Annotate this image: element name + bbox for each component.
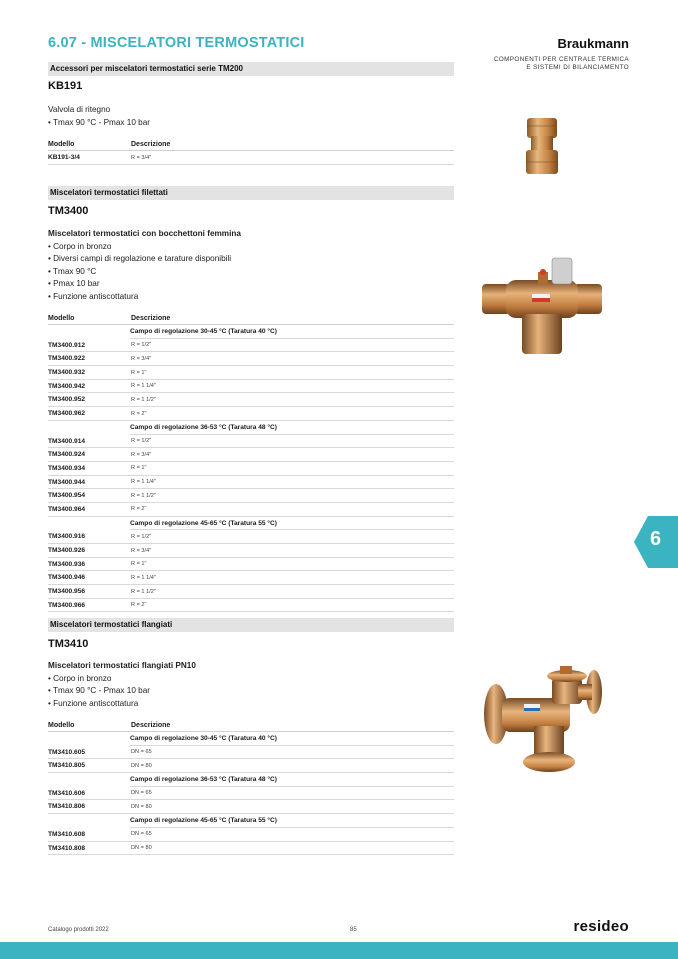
table-row — [48, 503, 454, 517]
model-description: R = 1" — [131, 465, 147, 472]
model-code: TM3400.952 — [48, 396, 86, 404]
bottom-accent-band — [0, 942, 678, 959]
table-row — [48, 476, 454, 490]
model-code: TM3410.605 — [48, 748, 86, 756]
description-bullet: • Diversi campi di regolazione e tarature disponibili — [48, 254, 232, 263]
model-code: TM3400.914 — [48, 437, 86, 445]
table-row — [48, 599, 454, 613]
table-row — [48, 393, 454, 407]
model-code: TM3410.805 — [48, 762, 86, 770]
table-row — [48, 448, 454, 462]
model-description: R = 1 1/2" — [131, 396, 156, 403]
table-row — [48, 800, 454, 814]
range-group-header — [130, 517, 454, 531]
model-description: DN = 65 — [131, 831, 152, 838]
description-bullet: • Tmax 90 °C - Pmax 10 bar — [48, 686, 150, 695]
model-description: DN = 65 — [131, 790, 152, 797]
range-label: Campo di regolazione 36-53 °C (Taratura 48 °C) — [130, 776, 277, 784]
table-row — [48, 407, 454, 421]
product-code-tm3400: TM3400 — [48, 205, 89, 217]
description-tm3410 — [48, 660, 196, 710]
model-code: TM3400.922 — [48, 355, 86, 363]
model-code: TM3410.808 — [48, 844, 86, 852]
description-bullet: • Corpo in bronzo — [48, 673, 112, 683]
model-description: R = 1 1/4" — [131, 383, 156, 390]
description-bullet: • Pmax 10 bar — [48, 279, 100, 288]
brand-subtitle — [494, 56, 629, 71]
column-header-description: Descrizione — [131, 722, 171, 729]
section-bar-kb191: Accessori per miscelatori termostatici serie TM200 — [48, 62, 454, 76]
table-row — [48, 571, 454, 585]
range-group-header — [130, 814, 454, 828]
chapter-tab-number: 6 — [650, 528, 662, 550]
model-description: DN = 80 — [131, 762, 152, 769]
description-line: Valvola di ritegno — [48, 105, 111, 114]
page-title: 6.07 - MISCELATORI TERMOSTATICI — [48, 35, 305, 51]
column-header-model: Modello — [48, 141, 75, 148]
model-description: DN = 65 — [131, 749, 152, 756]
table-kb191 — [48, 139, 454, 165]
range-label: Campo di regolazione 45-65 °C (Taratura 55 °C) — [130, 817, 277, 825]
column-header-model: Modello — [48, 722, 75, 729]
table-row — [48, 530, 454, 544]
brand-subtitle-line-2: E SISTEMI DI BILANCIAMENTO — [526, 63, 629, 71]
model-description: R = 1 1/2" — [131, 588, 156, 595]
model-code: TM3400.942 — [48, 382, 86, 390]
model-description: R = 1 1/4" — [131, 479, 156, 486]
model-code: TM3400.916 — [48, 533, 86, 541]
range-label: Campo di regolazione 45-65 °C (Taratura 55 °C) — [130, 519, 277, 527]
table-row — [48, 151, 454, 165]
section-bar-tm3410: Miscelatori termostatici flangiati — [48, 618, 454, 632]
table-row — [48, 435, 454, 449]
description-title: Miscelatori termostatici flangiati PN10 — [48, 661, 196, 670]
description-bullet: • Funzione antiscottatura — [48, 698, 139, 708]
brand-name: Braukmann — [557, 36, 629, 51]
model-description: R = 2" — [131, 410, 147, 417]
table-row — [48, 585, 454, 599]
table-row — [48, 558, 454, 572]
table-row — [48, 759, 454, 773]
table-header — [48, 313, 454, 325]
description-kb191 — [48, 104, 150, 129]
model-description: R = 1" — [131, 369, 147, 376]
column-header-description: Descrizione — [131, 315, 171, 322]
model-code: KB191-3/4 — [48, 154, 80, 161]
range-label: Campo di regolazione 36-53 °C (Taratura 48 °C) — [130, 423, 277, 431]
table-header — [48, 720, 454, 732]
model-code: TM3400.924 — [48, 451, 86, 459]
model-code: TM3400.912 — [48, 341, 86, 349]
range-group-header — [130, 773, 454, 787]
model-description: DN = 80 — [131, 803, 152, 810]
model-code: TM3400.946 — [48, 574, 86, 582]
model-description: R = 1" — [131, 561, 147, 568]
section-bar-tm3400: Miscelatori termostatici filettati — [48, 186, 454, 200]
brand-subtitle-line-1: COMPONENTI PER CENTRALE TERMICA — [493, 56, 629, 63]
model-description: R = 3/4" — [131, 451, 152, 458]
table-tm3410 — [48, 720, 454, 855]
model-code: TM3400.954 — [48, 492, 86, 500]
model-description: R = 1/2" — [131, 342, 152, 349]
model-code: TM3400.964 — [48, 505, 86, 513]
model-code: TM3410.606 — [48, 789, 86, 797]
model-description: R = 2" — [131, 602, 147, 609]
table-row — [48, 462, 454, 476]
model-code: TM3400.956 — [48, 588, 86, 596]
product-code-tm3410: TM3410 — [48, 638, 89, 650]
model-code: TM3400.962 — [48, 410, 86, 418]
model-code: TM3400.966 — [48, 601, 86, 609]
column-header-model: Modello — [48, 315, 75, 322]
model-code: TM3400.936 — [48, 560, 86, 568]
model-description: R = 1 1/4" — [131, 574, 156, 581]
model-description: R = 3/4" — [131, 154, 152, 161]
check-valve-image — [518, 116, 566, 178]
range-group-header — [130, 732, 454, 746]
model-description: R = 3/4" — [131, 355, 152, 362]
table-row — [48, 828, 454, 842]
description-tm3400 — [48, 228, 241, 303]
model-code: TM3400.932 — [48, 369, 86, 377]
range-group-header — [130, 325, 454, 339]
description-line: • Tmax 90 °C - Pmax 10 bar — [48, 117, 150, 127]
footer-page-number: 85 — [350, 927, 357, 933]
table-row — [48, 366, 454, 380]
model-description: R = 2" — [131, 506, 147, 513]
model-description: DN = 80 — [131, 845, 152, 851]
table-row — [48, 339, 454, 353]
range-group-header — [130, 421, 454, 435]
table-row — [48, 787, 454, 801]
flanged-mixer-image — [482, 664, 606, 776]
model-code: TM3400.926 — [48, 547, 86, 554]
description-bullet: • Funzione antiscottatura — [48, 291, 139, 301]
table-row — [48, 544, 454, 558]
table-row — [48, 842, 454, 856]
model-code: TM3400.934 — [48, 464, 86, 472]
threaded-mixer-image — [478, 254, 606, 362]
description-title: Miscelatori termostatici con bocchettoni femmina — [48, 229, 241, 238]
table-row — [48, 380, 454, 394]
description-bullet: • Tmax 90 °C — [48, 266, 97, 276]
range-label: Campo di regolazione 30-45 °C (Taratura 40 °C) — [130, 328, 277, 335]
model-description: R = 1 1/2" — [131, 492, 156, 499]
resideo-logo: resideo — [573, 918, 629, 935]
footer-catalog-label: Catalogo prodotti 2022 — [48, 927, 109, 933]
table-row — [48, 746, 454, 760]
table-header — [48, 139, 454, 151]
model-description: R = 1/2" — [131, 438, 152, 444]
model-code: TM3410.608 — [48, 830, 86, 838]
model-code: TM3400.944 — [48, 478, 86, 486]
table-tm3400 — [48, 313, 454, 612]
table-row — [48, 352, 454, 366]
table-row — [48, 489, 454, 503]
column-header-description: Descrizione — [131, 141, 171, 148]
model-code: TM3410.806 — [48, 803, 86, 811]
model-description: R = 1/2" — [131, 533, 152, 540]
model-description: R = 3/4" — [131, 547, 152, 554]
description-bullet: • Corpo in bronzo — [48, 241, 112, 251]
product-code-kb191: KB191 — [48, 80, 83, 92]
range-label: Campo di regolazione 30-45 °C (Taratura 40 °C) — [130, 735, 277, 742]
